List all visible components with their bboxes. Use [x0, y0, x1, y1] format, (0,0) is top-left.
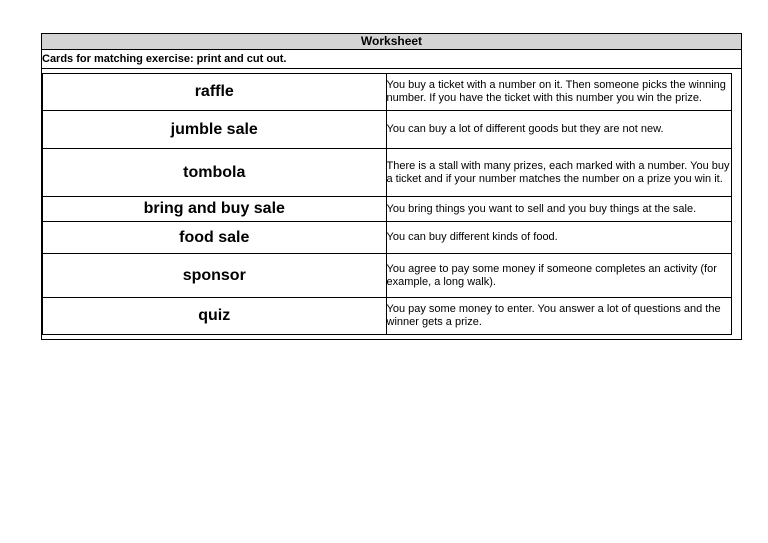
- card-row: [43, 222, 732, 254]
- card-definition: You can buy a lot of different goods but they are not new.: [386, 111, 732, 149]
- card-term: raffle: [43, 74, 387, 111]
- card-term: bring and buy sale: [43, 197, 387, 222]
- card-definition: You pay some money to enter. You answer a lot of questions and the winner gets a prize.: [386, 298, 732, 335]
- card-term: jumble sale: [43, 111, 387, 149]
- card-term: tombola: [43, 149, 387, 197]
- card-row: [43, 111, 732, 149]
- worksheet-title: Worksheet: [42, 34, 741, 50]
- card-row: [43, 149, 732, 197]
- card-row: [43, 298, 732, 335]
- card-row: [43, 74, 732, 111]
- card-term: quiz: [43, 298, 387, 335]
- cards-table: [42, 73, 732, 335]
- card-definition: You agree to pay some money if someone completes an activity (for example, a long walk).: [386, 254, 732, 298]
- card-definition: There is a stall with many prizes, each marked with a number. You buy a ticket and if your number matches the number on a prize you win it.: [386, 149, 732, 197]
- card-term: sponsor: [43, 254, 387, 298]
- card-definition: You buy a ticket with a number on it. Then someone picks the winning number. If you have the ticket with this number you win the prize.: [386, 74, 732, 111]
- instructions-text: Cards for matching exercise: print and cut out.: [42, 50, 741, 69]
- card-row: [43, 197, 732, 222]
- worksheet: [41, 33, 742, 340]
- card-definition: You can buy different kinds of food.: [386, 222, 732, 254]
- card-term: food sale: [43, 222, 387, 254]
- card-definition: You bring things you want to sell and you buy things at the sale.: [386, 197, 732, 222]
- card-row: [43, 254, 732, 298]
